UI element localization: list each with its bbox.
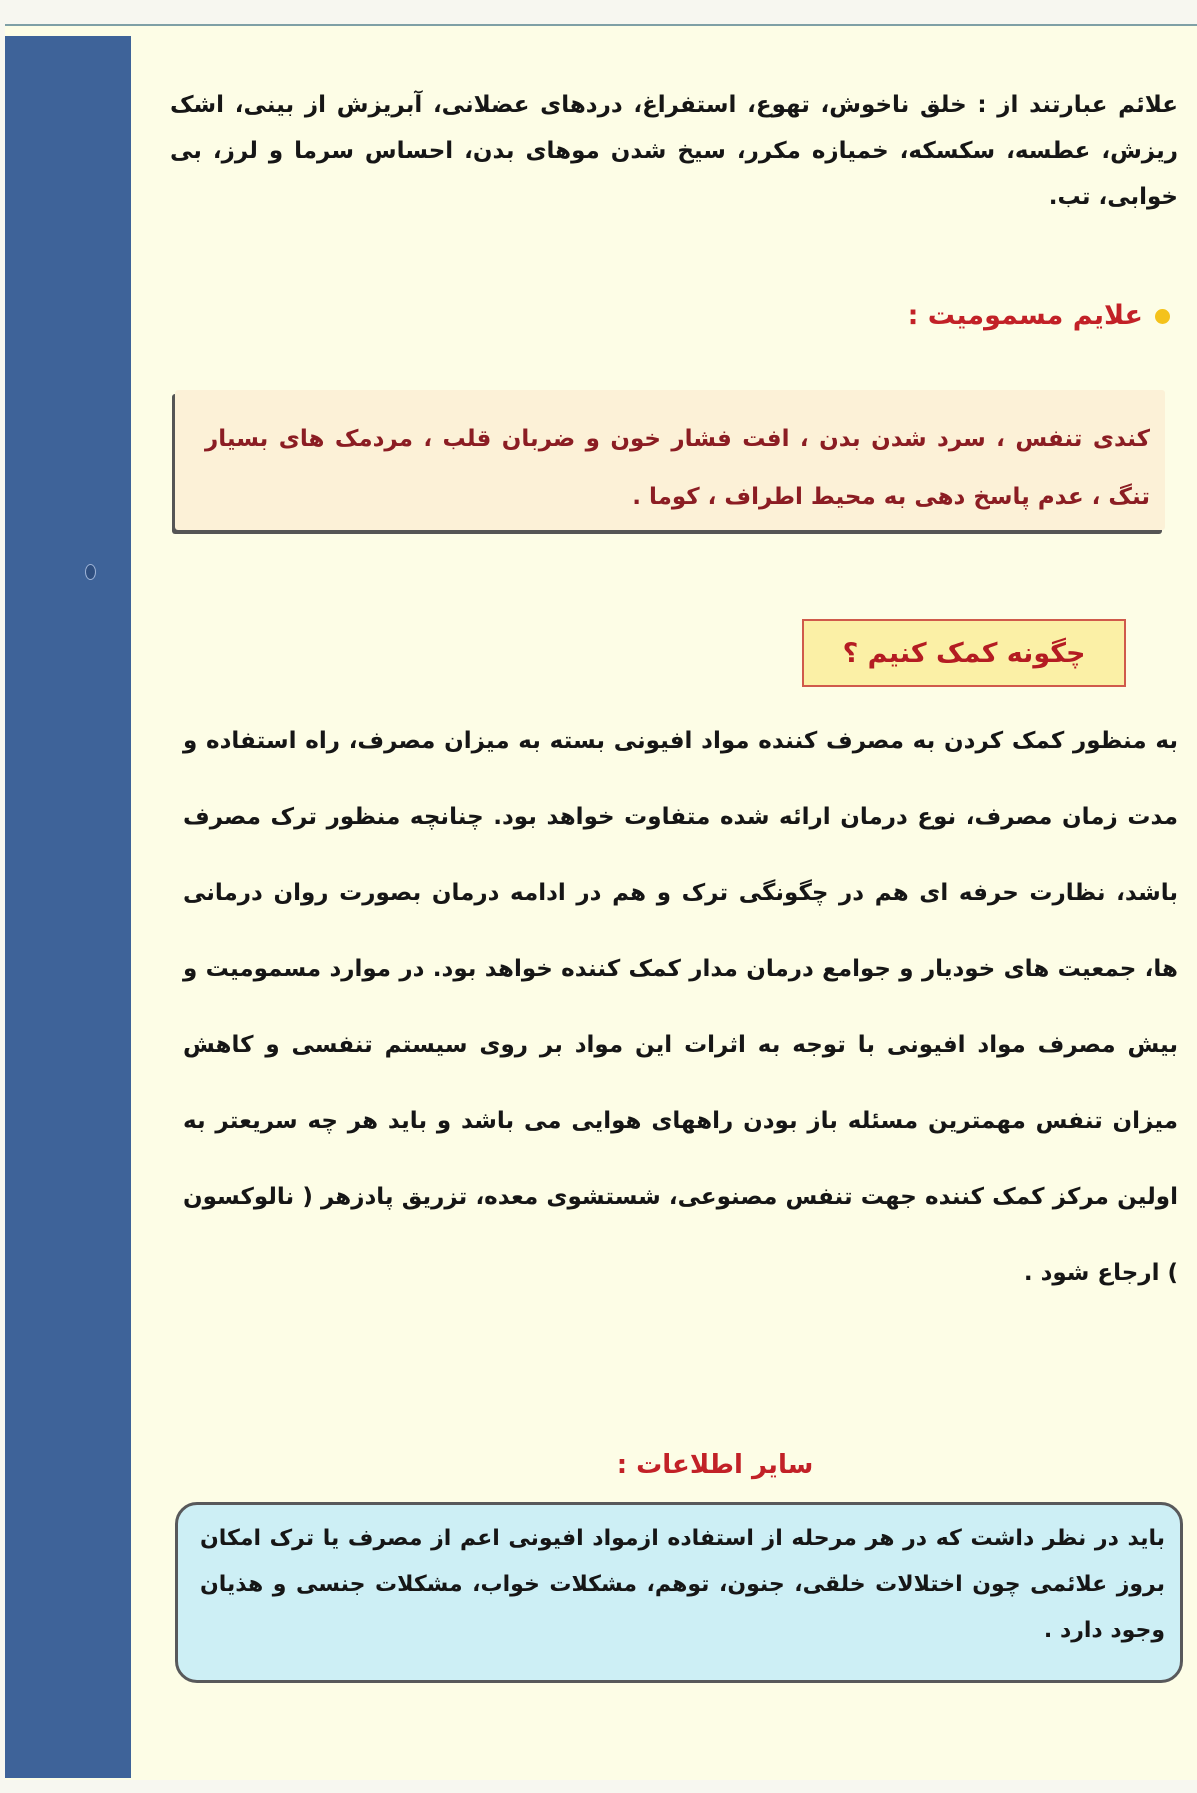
- other-info-text: باید در نظر داشت که در هر مرحله از استفاده ازمواد افیونی اعم از مصرف یا ترک امکان بروز علائمی چون اختلالات خلقی، جنون، توهم، مشکلات خواب، مشکلات جنسی و هذیان وجود دارد .: [200, 1526, 1165, 1643]
- left-blue-bar: [5, 36, 131, 1778]
- toxicity-heading: [780, 300, 1170, 331]
- help-title-box: [802, 619, 1126, 687]
- bar-dot: [85, 564, 96, 580]
- bullet-icon: [1155, 309, 1170, 324]
- other-info-heading: سایر اطلاعات :: [616, 1450, 814, 1480]
- toxicity-heading-text: علایم مسمومیت :: [907, 300, 1143, 331]
- help-paragraph: به منظور کمک کردن به مصرف کننده مواد افیونی بسته به میزان مصرف، راه استفاده و مدت زمان مصرف، نوع درمان ارائه شده متفاوت خواهد بود. چنانچه منظور ترک مصرف باشد، نظارت حرفه ای هم در چگونگی ترک و هم در ادامه درمان بصورت روان درمانی ها، جمعیت های خودیار و جوامع درمان مدار کمک کننده خواهد بود. در موارد مسمومیت و بیش مصرف مواد افیونی با توجه به اثرات این مواد بر روی سیستم تنفسی و کاهش میزان تنفس مهمترین مسئله باز بودن راههای هوایی می باشد و باید هر چه سریعتر به اولین مرکز کمک کننده جهت تنفس مصنوعی، شستشوی معده، تزریق پادزهر ( نالوکسون ) ارجاع شود .: [183, 728, 1178, 1286]
- help-title: چگونه کمک کنیم ؟: [842, 637, 1086, 669]
- toxicity-text: کندی تنفس ، سرد شدن بدن ، افت فشار خون و ضربان قلب ، مردمک های بسیار تنگ ، عدم پاسخ دهی به محیط اطراف ، کوما .: [205, 426, 1150, 510]
- withdrawal-symptoms-paragraph: علائم عبارتند از : خلق ناخوش، تهوع، استفراغ، دردهای عضلانی، آبریزش از بینی، اشک ریزش، عطسه، سکسکه، خمیازه مکرر، سیخ شدن موهای بدن، احساس سرما و لرز، بی خوابی، تب.: [170, 92, 1178, 210]
